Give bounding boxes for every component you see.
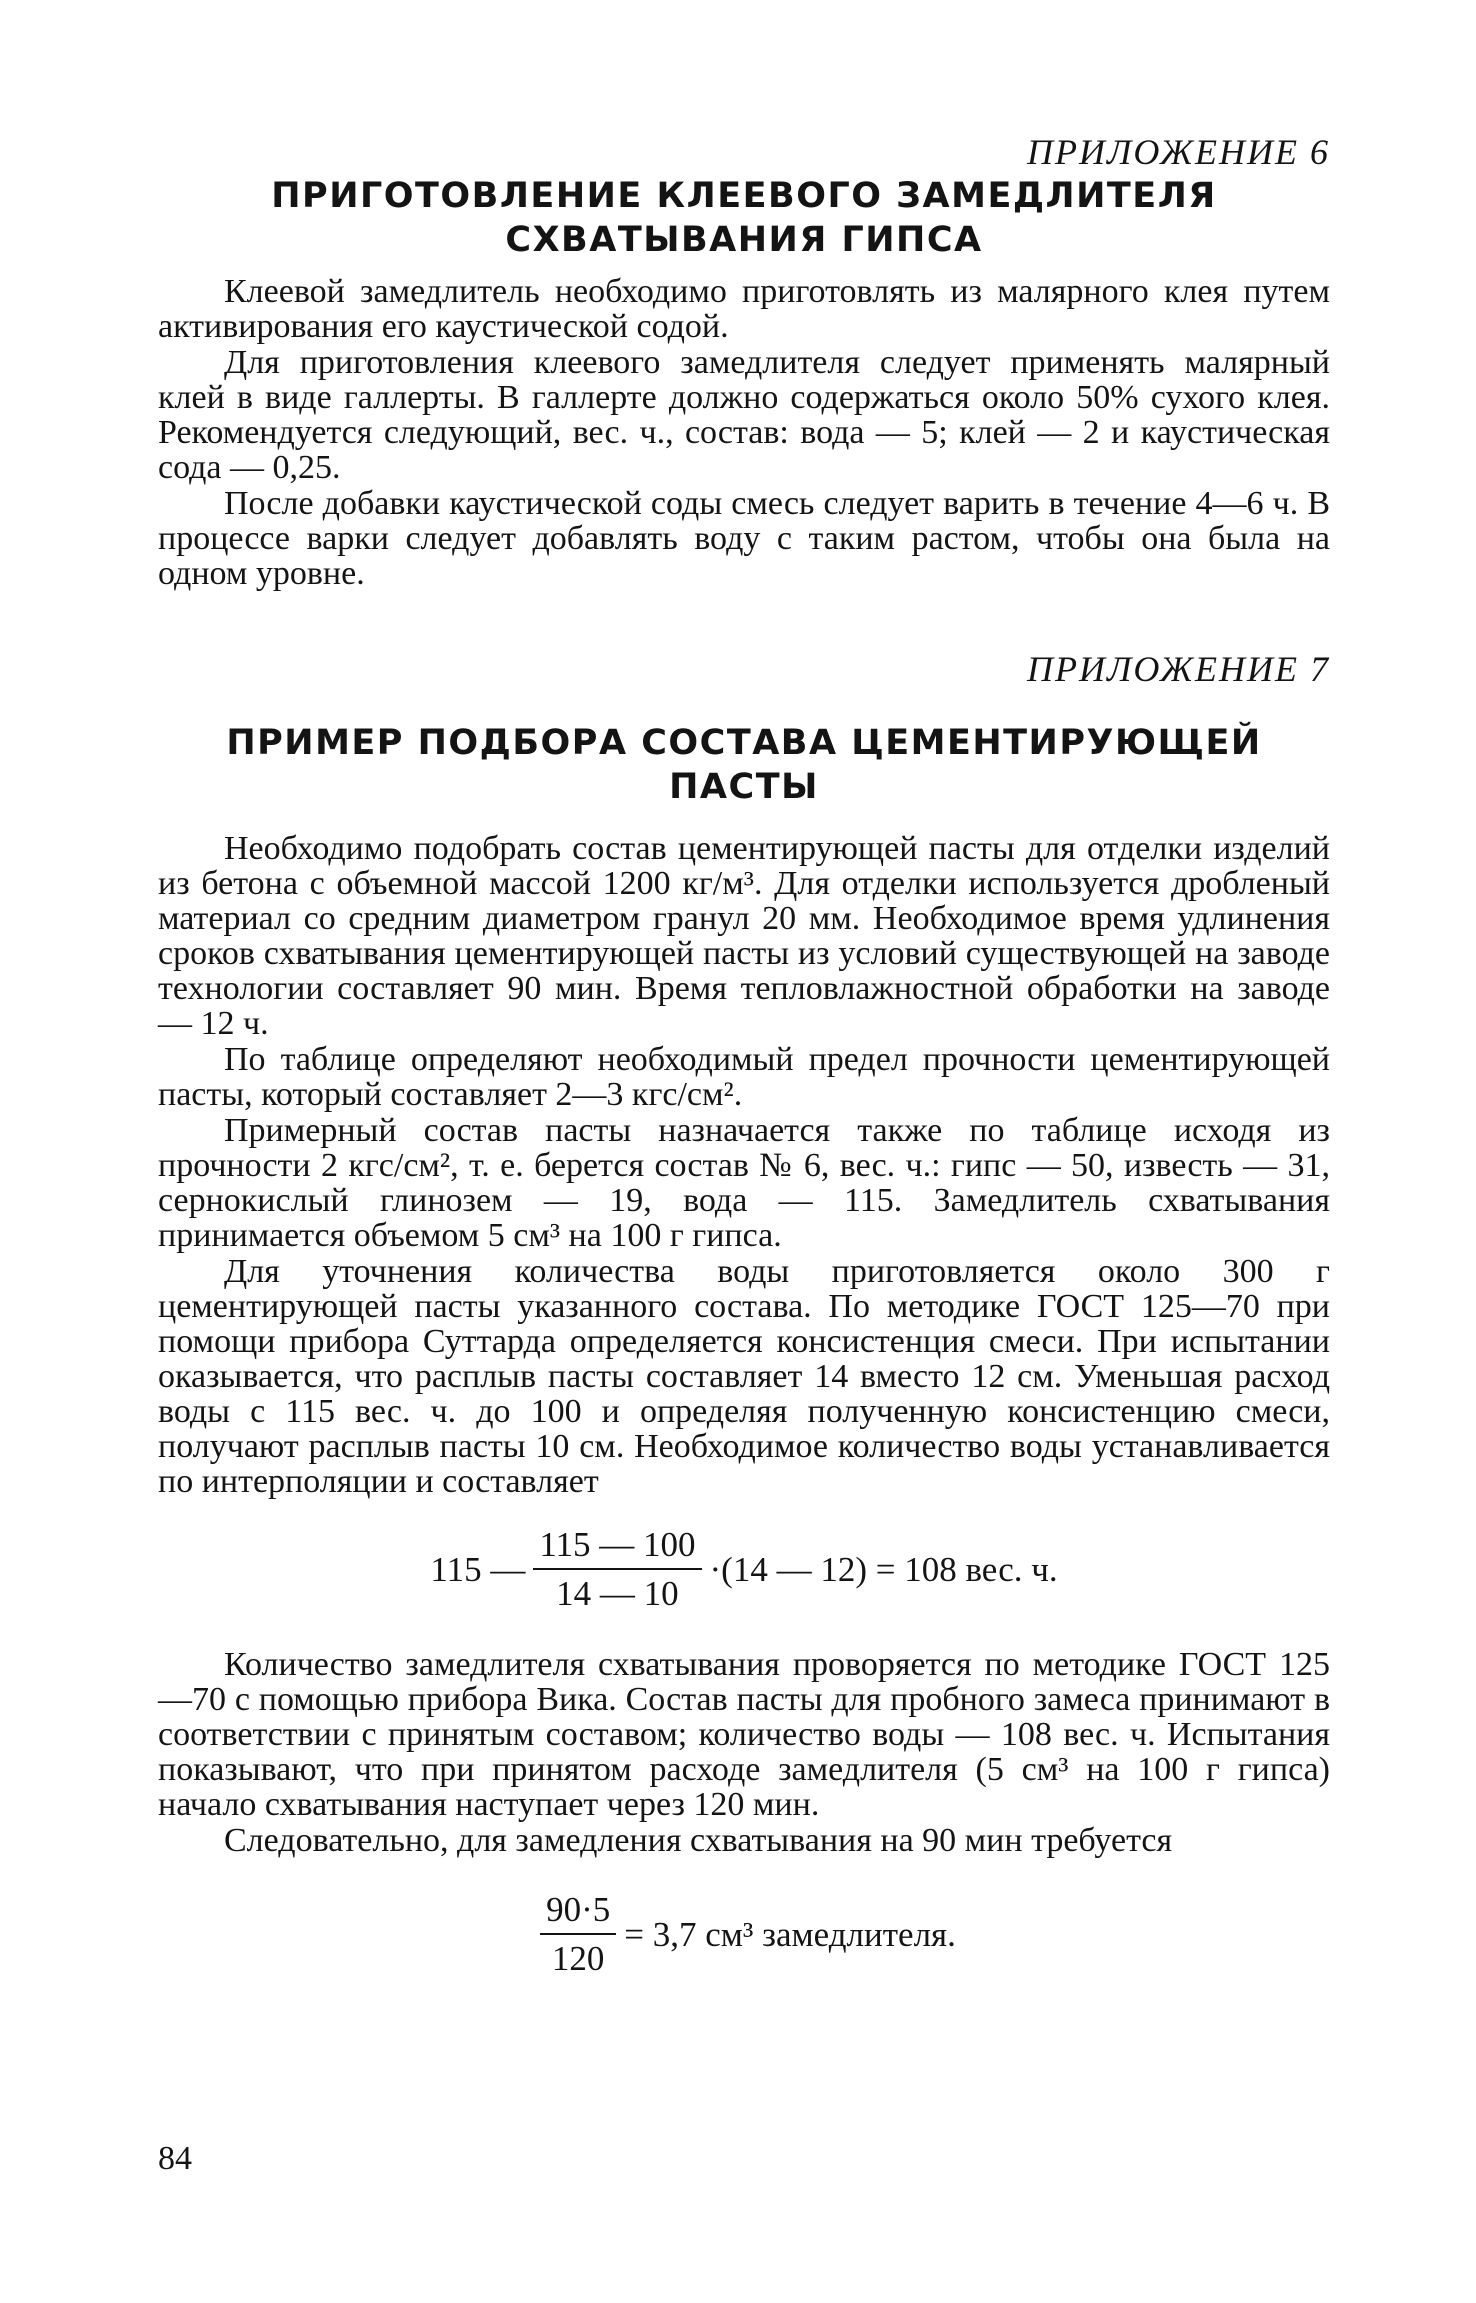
formula-lead: 115 — (430, 1549, 526, 1589)
appendix-6-title-line-1: ПРИГОТОВЛЕНИЕ КЛЕЕВОГО ЗАМЕДЛИТЕЛЯ (271, 176, 1217, 216)
appendix-7-body-continued (158, 1647, 1330, 1858)
paragraph: Клеевой замедлитель необходимо приготовлять из малярного клея путем активирования его каустической содой. (158, 273, 1330, 345)
fraction-numerator: 115 — 100 (533, 1527, 701, 1570)
paragraph: Для приготовления клеевого замедлителя следует применять малярный клей в виде галлерты. В галлерте должно содержаться около 50% сухого клея. Рекомендуется следующий, вес. ч., состав: вода — 5; клей — 2 и каустическая сода — 0,25. (158, 344, 1330, 486)
water-interpolation-formula (158, 1527, 1330, 1611)
paragraph: Для уточнения количества воды приготовляется около 300 г цементирующей пасты указанного состава. По методике ГОСТ 125—70 при помощи прибора Суттарда определяется консистенция смеси. При испытании оказывается, что расплыв пасты составляет 14 вместо 12 см. Уменьшая расход воды с 115 вес. ч. до 100 и определяя полученную консистенцию смеси, получают расплыв пасты 10 см. Необходимое количество воды устанавливается по интерполяции и составляет (158, 1253, 1330, 1500)
fraction-denominator: 14 — 10 (556, 1574, 679, 1613)
formula-tail: ·(14 — 12) = 108 вес. ч. (709, 1549, 1058, 1589)
appendix-7-body (158, 831, 1330, 1499)
paragraph: Следовательно, для замедления схватывания на 90 мин требуется (224, 1822, 1173, 1859)
appendix-6-body (158, 274, 1330, 591)
paragraph: Количество замедлителя схватывания проворяется по методике ГОСТ 125—70 с помощью прибора Вика. Состав пасты для пробного замеса принимают в соответствии с принятым составом; количество воды — 108 вес. ч. Испытания показывают, что при принятом расходе замедлителя (5 см³ на 100 г гипса) начало схватывания наступает через 120 мин. (158, 1646, 1330, 1823)
page-number: 84 (158, 2140, 192, 2177)
appendix-6-label: ПРИЛОЖЕНИЕ 6 (1027, 132, 1330, 172)
document-page (158, 132, 1330, 1976)
formula-fraction (533, 1527, 701, 1611)
fraction-numerator: 90·5 (540, 1892, 616, 1935)
paragraph: Необходимо подобрать состав цементирующей пасты для отделки изделий из бетона с объемной массой 1200 кг/м³. Для отделки используется дробленый материал со средним диаметром гранул 20 мм. Необходимое время удлинения сроков схватывания цементирующей пасты из условий существующей на заводе технологии составляет 90 мин. Время тепловлажностной обработки на заводе — 12 ч. (158, 830, 1330, 1042)
formula-fraction (540, 1892, 616, 1976)
appendix-7-label: ПРИЛОЖЕНИЕ 7 (1027, 649, 1330, 689)
paragraph: По таблице определяют необходимый предел прочности цементирующей пасты, который составляет 2—3 кгс/см². (158, 1041, 1330, 1113)
appendix-6-title-line-2: СХВАТЫВАНИЯ ГИПСА (505, 220, 983, 260)
retarder-volume-formula (158, 1892, 1330, 1976)
appendix-7-title: ПРИМЕР ПОДБОРА СОСТАВА ЦЕМЕНТИРУЮЩЕЙ ПАСТЫ (226, 723, 1262, 807)
paragraph: Примерный состав пасты назначается также по таблице исходя из прочности 2 кгс/см², т. е. берется состав № 6, вес. ч.: гипс — 50, известь — 31, сернокислый глинозем — 19, вода — 115. Замедлитель схватывания принимается объемом 5 см³ на 100 г гипса. (158, 1112, 1330, 1254)
fraction-denominator: 120 (551, 1939, 605, 1978)
formula-tail: = 3,7 см³ замедлителя. (624, 1914, 956, 1954)
paragraph: После добавки каустической соды смесь следует варить в течение 4—6 ч. В процессе варки следует добавлять воду с таким растом, чтобы она была на одном уровне. (158, 485, 1330, 592)
